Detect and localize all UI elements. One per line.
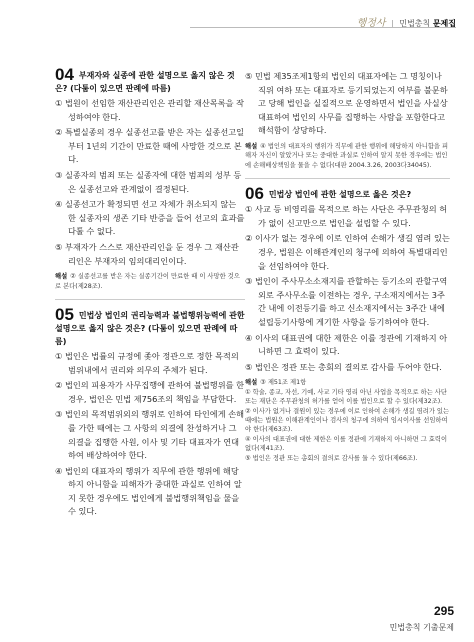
- explanation-tag: 해설: [245, 379, 258, 387]
- option-2: ② 특별실종의 경우 실종선고를 받은 자는 실종선고일부터 1년의 기간이 만료한 때에 사망한 것으로 본다.: [55, 127, 245, 165]
- question-title: [55, 304, 245, 348]
- question-title: [55, 65, 245, 95]
- explanation: [245, 142, 450, 170]
- question-number: 04: [55, 65, 74, 84]
- option-5: ⑤ 민법 제35조제1항의 법인의 대표자에는 그 명칭이나 직위 여하 또는 대표자로 등기되었는지 여부를 불문하고 당해 법인을 실질적으로 운영하면서 법인을 사실상 대표하여 법인의 사무를 집행하는 사람을 포함한다고 해석함이 상당하다.: [245, 71, 448, 136]
- option-5: ⑤ 법인은 정관 또는 총회의 결의로 감사를 두어야 한다.: [245, 361, 442, 372]
- question-text: 민법상 법인에 관한 설명으로 옳은 것은?: [268, 190, 412, 200]
- footer-title: 민법총칙 기출문제: [389, 623, 454, 632]
- explanation-text: ② 실종선고를 받은 자는 실종기간이 만료한 때 이 사망한 것으로 본다(제28조).: [55, 273, 240, 290]
- question-text: 민법상 법인의 권리능력과 불법행위능력에 관한 설명으로 옳지 않은 것은? (다툼이 있으면 판례에 따름): [55, 310, 245, 346]
- explanation-line: ③ 제51조 제1항: [260, 379, 307, 387]
- explanation: [245, 378, 450, 463]
- question-text: 부재자와 실종에 관한 설명으로 옳지 않은 것은? (다툼이 있으면 판례에 따름): [55, 71, 235, 93]
- explanation-tag: 해설: [55, 273, 68, 281]
- explanation-tag: 해설: [245, 142, 258, 150]
- explanation-line: ⑤ 법인은 정관 또는 총회의 결의로 감사를 둘 수 있다(제66조).: [245, 454, 418, 462]
- explanation-text: ④ 법인의 대표자의 행위가 직무에 관한 행위에 해당하지 아니함을 피해자 자신이 알았거나 또는 중대한 과실로 인하여 알지 못한 경우에는 법인에 손해배상책임을 물을 수 없다(대판 2004.3.26, 2003다34045).: [245, 142, 449, 169]
- question-05: [55, 304, 245, 519]
- option-3: ③ 법인이 주사무소소재지를 관할하는 등기소의 관할구역 외로 주사무소를 이전하는 경우, 구소재지에서는 3주간 내에 이전등기를 하고 신소재지에서는 3주간 내에 설립등기사항에 게기한 사항을 등기하여야 한다.: [245, 276, 448, 327]
- question-number: 06: [245, 184, 264, 204]
- option-1: ① 법인은 법률의 규정에 좇아 정관으로 정한 목적의 범위내에서 권리와 의무의 주체가 된다.: [55, 350, 239, 375]
- explanation-line: ① 학술, 종교, 자선, 기예, 사교 기타 영리 아닌 사업을 목적으로 하는 사단 또는 재단은 주무관청의 허가를 얻어 이를 법인으로 할 수 있다(제32조).: [245, 388, 447, 406]
- page-number: 295: [433, 604, 454, 618]
- option-1: ① 법원이 선임한 재산관리인은 관리할 재산목록을 작성하여야 한다.: [55, 98, 245, 122]
- option-4: ④ 법인의 대표자의 행위가 직무에 관한 행위에 해당하지 아니함을 피해자가 중대한 과실로 인하여 알지 못한 경우에도 법인에게 불법행위책임을 물을 수 있다.: [55, 465, 242, 517]
- explanation-line: ② 이사가 없거나 결원이 있는 경우에 이로 인하여 손해가 생길 염려가 있는 때에는 법원은 이해관계인이나 검사의 청구에 의하여 임시이사를 선임하여야 한다(제63조).: [245, 407, 450, 434]
- option-3: ③ 실종자의 범죄 또는 실종자에 대한 범죄의 성부 등은 실종선고와 관계없이 결정된다.: [55, 169, 242, 194]
- publisher-logo: 행정사: [356, 18, 386, 29]
- explanation-line: ④ 이사의 대표권에 대한 제한은 이를 정관에 기재하지 아니하면 그 효력이 없다(제41조).: [245, 435, 448, 453]
- option-4: ④ 이사의 대표권에 대한 제한은 이를 정관에 기재하지 아니하면 그 효력이 있다.: [245, 332, 448, 357]
- explanation: [55, 272, 245, 291]
- question-04: [55, 65, 245, 291]
- question-title: [245, 184, 450, 204]
- divider: [245, 178, 450, 179]
- option-4: ④ 실종선고가 확정되면 선고 자체가 취소되지 않는 한 실종자의 생존 기타 반증을 들어 선고의 효과를 다툴 수 없다.: [55, 199, 245, 237]
- right-column: [245, 68, 450, 471]
- option-1: ① 사교 등 비영리를 목적으로 하는 사단은 주무관청의 허가 없이 신고만으로 법인을 설립할 수 있다.: [245, 204, 448, 228]
- left-column: [55, 65, 245, 527]
- header-rule: [190, 27, 456, 28]
- header-section: 민법총칙: [399, 19, 431, 28]
- option-3: ③ 법인의 목적범위외의 행위로 인하여 타인에게 손해를 가한 때에는 그 사항의 의결에 찬성하거나 그 의결을 집행한 사원, 이사 및 기타 대표자가 연대하여 배상하여야 한다.: [55, 409, 245, 461]
- option-2: ② 법인의 피용자가 사무집행에 관하여 불법행위를 한 경우, 법인은 민법 제756조의 책임을 부담한다.: [55, 380, 245, 404]
- question-06: [245, 184, 450, 463]
- option-2: ② 이사가 없는 경우에 이로 인하여 손해가 생길 염려 있는 경우, 법원은 이해관계인의 청구에 의하여 특별대리인을 선임하여야 한다.: [245, 233, 450, 271]
- header-label: 문제집: [432, 19, 456, 28]
- divider: [55, 299, 245, 300]
- option-5: ⑤ 부재자가 스스로 재산관리인을 둔 경우 그 재산관리인은 부재자의 임의대리인이다.: [55, 241, 239, 266]
- question-number: 05: [55, 304, 74, 324]
- header-separator: |: [391, 19, 394, 28]
